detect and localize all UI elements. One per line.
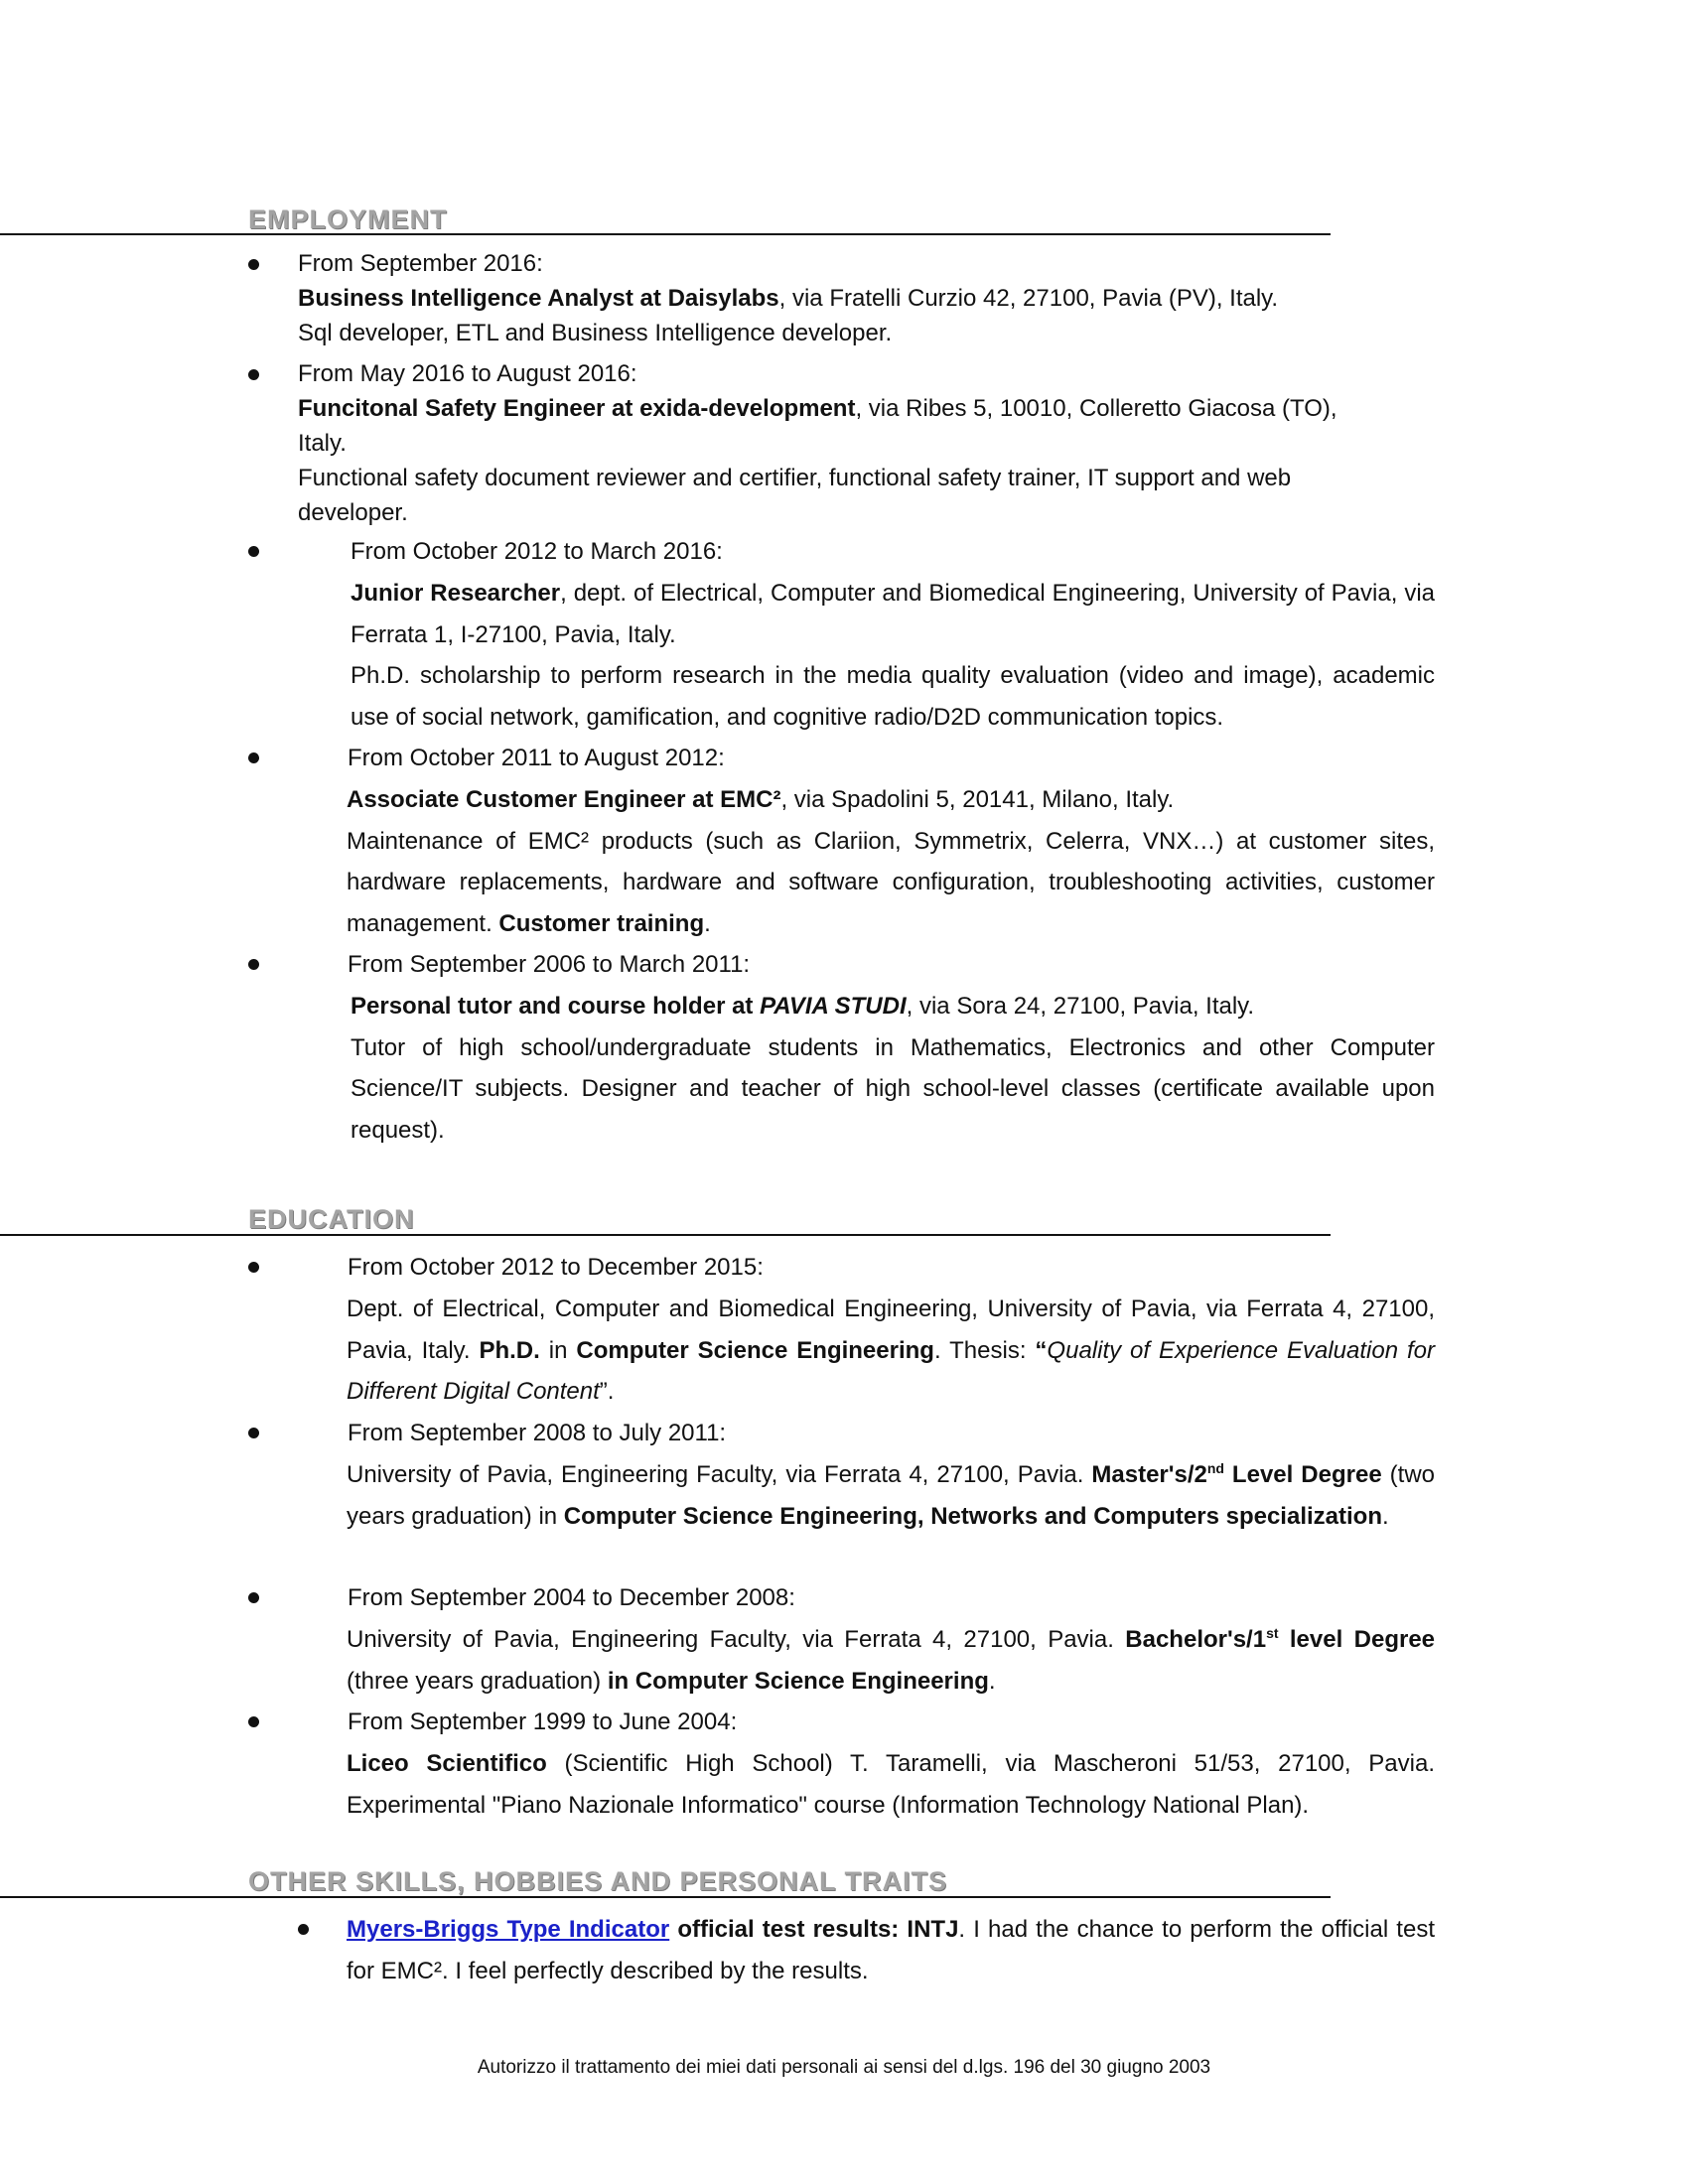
item-highlight: Customer training bbox=[498, 909, 705, 937]
item-text: in bbox=[539, 1336, 577, 1364]
item-role: Funcitonal Safety Engineer at exida-development bbox=[298, 395, 856, 422]
item-date: From May 2016 to August 2016: bbox=[298, 360, 637, 387]
quote-open: “ bbox=[1035, 1336, 1048, 1364]
item-school: Liceo Scientifico bbox=[347, 1750, 547, 1777]
employment-item bbox=[298, 356, 1436, 530]
item-date: From October 2011 to August 2012: bbox=[348, 745, 725, 771]
item-company: PAVIA STUDI bbox=[760, 993, 907, 1020]
education-item-body bbox=[347, 1619, 1435, 1702]
education-item bbox=[298, 1577, 1436, 1619]
employment-item-body bbox=[351, 986, 1435, 1151]
item-text: . I had the chance to perform the official test for EMC². I feel perfectly described by the results. bbox=[347, 1916, 1435, 1984]
bullet-icon bbox=[248, 1262, 259, 1273]
education-item bbox=[298, 1247, 1436, 1289]
bullet-icon bbox=[248, 1716, 259, 1727]
item-degree: Bachelor's/1 bbox=[1125, 1626, 1267, 1653]
item-punct: . bbox=[704, 909, 711, 937]
item-text: . bbox=[988, 1667, 996, 1695]
item-degree: Ph.D. bbox=[479, 1336, 540, 1364]
employment-item-body bbox=[347, 779, 1435, 944]
employment-heading: EMPLOYMENT bbox=[248, 205, 448, 234]
bullet-icon bbox=[248, 752, 259, 763]
item-text: (three years graduation) bbox=[347, 1667, 608, 1695]
item-role: Business Intelligence Analyst at Daisylabs bbox=[298, 285, 779, 312]
item-location: , via Fratelli Curzio 42, 27100, Pavia (PV), Italy. bbox=[778, 285, 1279, 312]
item-date: From September 2016: bbox=[298, 250, 543, 277]
item-degree-sup: nd bbox=[1206, 1460, 1224, 1476]
skills-heading: OTHER SKILLS, HOBBIES AND PERSONAL TRAITS bbox=[248, 1866, 948, 1896]
item-description: Functional safety document reviewer and certifier, functional safety trainer, IT support and web bbox=[298, 465, 1292, 491]
bullet-icon bbox=[248, 369, 259, 380]
item-location: , dept. of Electrical, Computer and Biomedical Engineering, University of Pavia, via Ferrata 1, I-27100, Pavia, Italy. bbox=[351, 580, 1435, 648]
item-result: official test results: INTJ bbox=[669, 1916, 959, 1943]
item-date: From September 2008 to July 2011: bbox=[348, 1420, 727, 1446]
bullet-icon bbox=[298, 1924, 309, 1935]
bullet-icon bbox=[248, 1428, 259, 1438]
item-text: (Scientific High School) T. Taramelli, via Mascheroni 51/53, 27100, Pavia. Experimental "Piano Nazionale Informatico" course (Information Technology National Plan). bbox=[347, 1750, 1435, 1819]
education-heading: EDUCATION bbox=[248, 1204, 415, 1234]
item-text: . Thesis: bbox=[933, 1336, 1036, 1364]
quote-close: ”. bbox=[599, 1378, 615, 1405]
bullet-icon bbox=[248, 259, 259, 270]
item-text: (two years graduation) in bbox=[347, 1461, 1435, 1530]
item-description: Sql developer, ETL and Business Intelligence developer. bbox=[298, 320, 893, 346]
item-text: Dept. of Electrical, Computer and Biomedical Engineering, University of Pavia, via Ferrata 4, 27100, Pavia, Italy. bbox=[347, 1296, 1435, 1364]
item-date: From October 2012 to December 2015: bbox=[348, 1254, 764, 1281]
education-item-body bbox=[347, 1454, 1435, 1537]
skills-item bbox=[347, 1909, 1435, 1991]
item-date: From October 2012 to March 2016: bbox=[351, 538, 723, 565]
education-divider bbox=[0, 1234, 1331, 1236]
item-location-cont: Italy. bbox=[298, 430, 347, 457]
item-location: , via Spadolini 5, 20141, Milano, Italy. bbox=[780, 786, 1175, 813]
bullet-icon bbox=[248, 1592, 259, 1603]
item-field: Computer Science Engineering bbox=[576, 1336, 934, 1364]
education-item bbox=[298, 1702, 1436, 1743]
item-degree-sup: st bbox=[1266, 1625, 1279, 1641]
item-location: , via Sora 24, 27100, Pavia, Italy. bbox=[906, 993, 1255, 1020]
item-text: . bbox=[1381, 1502, 1389, 1530]
employment-item bbox=[298, 738, 1436, 779]
item-description: Maintenance of EMC² products (such as Clariion, Symmetrix, Celerra, VNX…) at customer sites, hardware replacements, hardware and software configuration, troubleshooting activities, customer management. bbox=[347, 827, 1435, 937]
item-description-cont: developer. bbox=[298, 499, 408, 526]
employment-item-body bbox=[351, 573, 1435, 738]
item-role: Junior Researcher bbox=[351, 580, 561, 607]
item-text: University of Pavia, Engineering Faculty, via Ferrata 4, 27100, Pavia. bbox=[347, 1626, 1126, 1653]
employment-item bbox=[298, 246, 1436, 350]
item-field: in Computer Science Engineering bbox=[607, 1667, 989, 1695]
education-item bbox=[298, 1413, 1436, 1454]
employment-divider bbox=[0, 233, 1331, 235]
item-description: Tutor of high school/undergraduate students in Mathematics, Electronics and other Computer Science/IT subjects. Designer and teacher of high school-level classes (certificate available upon request). bbox=[351, 1033, 1435, 1144]
bullet-icon bbox=[248, 959, 259, 970]
item-degree-level: level Degree bbox=[1278, 1626, 1436, 1653]
education-item-body bbox=[347, 1289, 1435, 1413]
employment-item bbox=[298, 944, 1436, 986]
item-thesis: Quality of Experience Evaluation for Different Digital Content bbox=[347, 1336, 1436, 1405]
mbti-link[interactable]: Myers-Briggs Type Indicator bbox=[347, 1916, 670, 1943]
item-date: From September 2004 to December 2008: bbox=[348, 1584, 795, 1611]
item-date: From September 1999 to June 2004: bbox=[348, 1708, 738, 1735]
item-text: University of Pavia, Engineering Faculty, via Ferrata 4, 27100, Pavia. bbox=[347, 1461, 1092, 1488]
item-location: , via Ribes 5, 10010, Colleretto Giacosa (TO), bbox=[855, 395, 1337, 422]
item-field: Computer Science Engineering, Networks and Computers specialization bbox=[563, 1502, 1382, 1530]
employment-item bbox=[298, 531, 1435, 573]
item-role: Personal tutor and course holder at bbox=[351, 993, 761, 1020]
item-degree-level: Level Degree bbox=[1223, 1461, 1382, 1488]
bullet-icon bbox=[248, 546, 259, 557]
skills-divider bbox=[0, 1896, 1331, 1898]
privacy-footer: Autorizzo il trattamento dei miei dati personali ai sensi del d.lgs. 196 del 30 giugno 2003 bbox=[477, 2057, 1211, 2078]
item-date: From September 2006 to March 2011: bbox=[348, 951, 751, 978]
item-description: Ph.D. scholarship to perform research in the media quality evaluation (video and image), academic use of social network, gamification, and cognitive radio/D2D communication topics. bbox=[351, 662, 1435, 731]
education-item-body bbox=[347, 1743, 1435, 1826]
item-role: Associate Customer Engineer at EMC² bbox=[347, 786, 781, 813]
item-degree: Master's/2 bbox=[1091, 1461, 1207, 1488]
